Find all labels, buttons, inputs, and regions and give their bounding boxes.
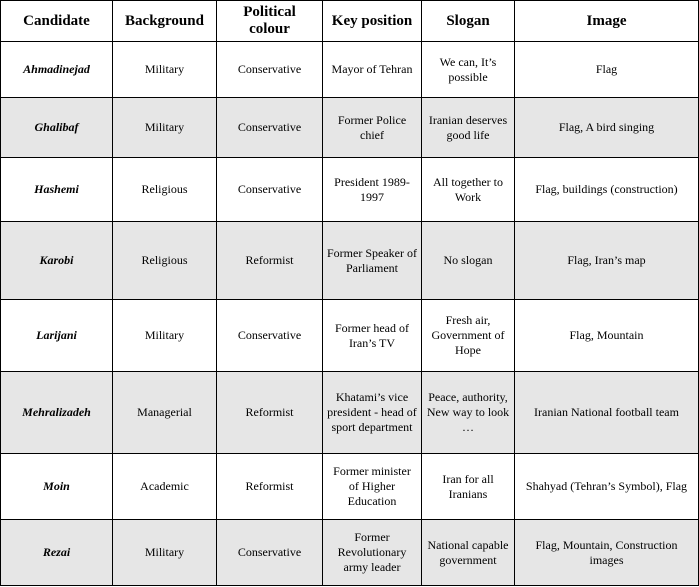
candidate-cell: Larijani: [1, 300, 113, 372]
background-cell: Managerial: [113, 372, 217, 454]
header-candidate: Candidate: [1, 1, 113, 42]
image-cell: Flag, Iran’s map: [515, 222, 699, 300]
background-cell: Religious: [113, 222, 217, 300]
colour-cell: Conservative: [217, 158, 323, 222]
candidate-cell: Karobi: [1, 222, 113, 300]
candidate-cell: Ahmadinejad: [1, 42, 113, 98]
colour-cell: Conservative: [217, 42, 323, 98]
position-cell: President 1989-1997: [323, 158, 422, 222]
candidate-cell: Ghalibaf: [1, 98, 113, 158]
background-cell: Military: [113, 520, 217, 586]
position-cell: Former Speaker of Parliament: [323, 222, 422, 300]
header-row: [1, 1, 699, 42]
background-cell: Religious: [113, 158, 217, 222]
image-cell: Flag, Mountain: [515, 300, 699, 372]
candidate-cell: Hashemi: [1, 158, 113, 222]
position-cell: Former Revolutionary army leader: [323, 520, 422, 586]
table-row: [1, 98, 699, 158]
colour-cell: Conservative: [217, 520, 323, 586]
table-row: [1, 372, 699, 454]
colour-cell: Reformist: [217, 372, 323, 454]
candidate-cell: Mehralizadeh: [1, 372, 113, 454]
table-row: [1, 300, 699, 372]
image-cell: Flag, A bird singing: [515, 98, 699, 158]
background-cell: Military: [113, 300, 217, 372]
image-cell: Iranian National football team: [515, 372, 699, 454]
candidate-cell: Moin: [1, 454, 113, 520]
slogan-cell: All together to Work: [422, 158, 515, 222]
slogan-cell: Peace, authority, New way to look …: [422, 372, 515, 454]
image-cell: Shahyad (Tehran’s Symbol), Flag: [515, 454, 699, 520]
header-political-colour: Political colour: [217, 1, 323, 42]
header-image: Image: [515, 1, 699, 42]
position-cell: Former Police chief: [323, 98, 422, 158]
background-cell: Military: [113, 98, 217, 158]
slogan-cell: Iranian deserves good life: [422, 98, 515, 158]
slogan-cell: Fresh air, Government of Hope: [422, 300, 515, 372]
table-row: [1, 222, 699, 300]
image-cell: Flag, Mountain, Construction images: [515, 520, 699, 586]
colour-cell: Reformist: [217, 222, 323, 300]
header-key-position: Key position: [323, 1, 422, 42]
table-row: [1, 42, 699, 98]
image-cell: Flag, buildings (construction): [515, 158, 699, 222]
header-background: Background: [113, 1, 217, 42]
slogan-cell: National capable government: [422, 520, 515, 586]
colour-cell: Conservative: [217, 300, 323, 372]
colour-cell: Conservative: [217, 98, 323, 158]
position-cell: Khatami’s vice president - head of sport department: [323, 372, 422, 454]
position-cell: Former minister of Higher Education: [323, 454, 422, 520]
position-cell: Former head of Iran’s TV: [323, 300, 422, 372]
image-cell: Flag: [515, 42, 699, 98]
slogan-cell: No slogan: [422, 222, 515, 300]
slogan-cell: Iran for all Iranians: [422, 454, 515, 520]
background-cell: Academic: [113, 454, 217, 520]
colour-cell: Reformist: [217, 454, 323, 520]
table-row: [1, 454, 699, 520]
background-cell: Military: [113, 42, 217, 98]
table-row: [1, 520, 699, 586]
position-cell: Mayor of Tehran: [323, 42, 422, 98]
slogan-cell: We can, It’s possible: [422, 42, 515, 98]
table-row: [1, 158, 699, 222]
header-slogan: Slogan: [422, 1, 515, 42]
candidate-cell: Rezai: [1, 520, 113, 586]
